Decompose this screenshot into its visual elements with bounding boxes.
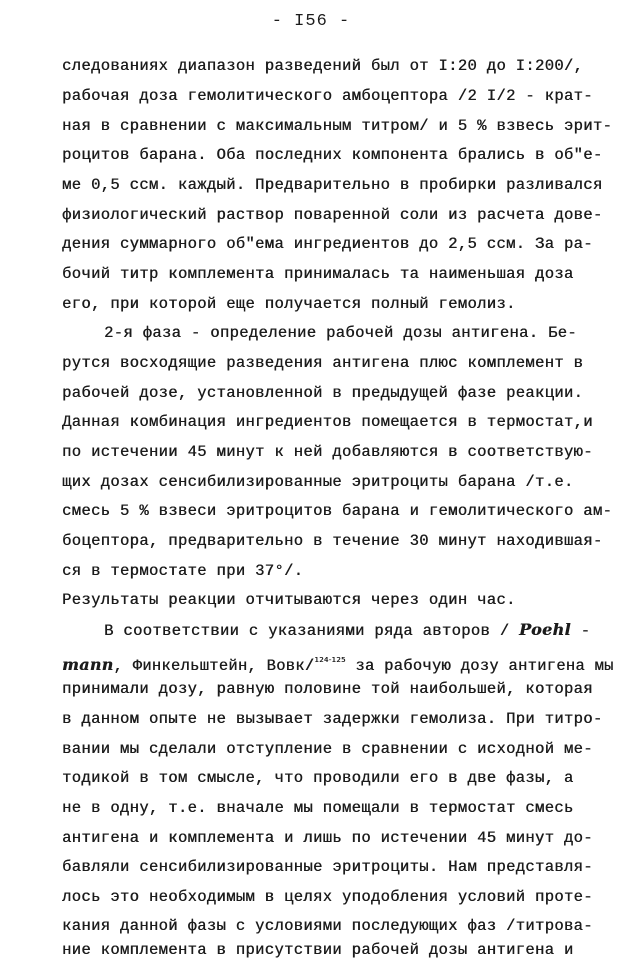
text-fragment: за рабочую дозу антигена мы — [355, 657, 614, 675]
text-line — [62, 650, 614, 676]
text-line: ся в термостате при 37°/. — [62, 562, 304, 580]
text-line: рабочая доза гемолитического амбоцептора /2 I/2 - крат- — [62, 87, 593, 105]
text-line: тодикой в том смысле, что проводили его в две фазы, а — [62, 769, 574, 787]
handwritten-author-name: Poehl — [519, 620, 571, 639]
text-line: по истечении 45 минут к ней добавляются в соответствую- — [62, 443, 593, 461]
text-line: Результаты реакции отчитываются через один час. — [62, 591, 516, 609]
text-line: бавляли сенсибилизированные эритроциты. Нам представля- — [62, 858, 593, 876]
text-line: боцептора, предварительно в течение 30 минут находившая- — [62, 532, 603, 550]
text-line: физиологический раствор поваренной соли из расчета дове- — [62, 206, 603, 224]
text-fragment: В соответствии с указаниями ряда авторов / — [104, 622, 510, 640]
text-line: рабочей дозе, установленной в предыдущей фазе реакции. — [62, 384, 584, 402]
text-line: кания данной фазы с условиями последующих фаз /титрова- — [62, 917, 593, 935]
handwritten-reference-number: 124-125 — [314, 656, 346, 664]
text-line: Данная комбинация ингредиентов помещается в термостат,и — [62, 413, 593, 431]
text-fragment: - — [580, 622, 591, 640]
text-line: 2-я фаза - определение рабочей дозы антигена. Бе- — [104, 324, 577, 342]
text-line: вании мы сделали отступление в сравнении с исходной ме- — [62, 740, 593, 758]
text-line: рутся восходящие разведения антигена плюс комплемент в — [62, 354, 584, 372]
text-line: ние комплемента в присутствии рабочей дозы антигена и — [62, 941, 574, 959]
text-line: лось это необходимым в целях уподобления условий проте- — [62, 888, 593, 906]
text-line: не в одну, т.е. вначале мы помещали в термостат смесь — [62, 799, 574, 817]
text-line: ме 0,5 ссм. каждый. Предварительно в пробирки разливался — [62, 176, 603, 194]
text-line: роцитов барана. Оба последних компонента брались в об"е- — [62, 146, 603, 164]
text-line: его, при которой еще получается полный гемолиз. — [62, 295, 516, 313]
handwritten-author-name: mann — [62, 655, 114, 674]
text-line: антигена и комплемента и лишь по истечении 45 минут до- — [62, 829, 593, 847]
text-line: ная в сравнении с максимальным титром/ и 5 % взвесь эрит- — [62, 117, 613, 135]
text-line — [104, 620, 590, 641]
text-line: в данном опыте не вызывает задержки гемолиза. При титро- — [62, 710, 603, 728]
text-line: дения суммарного об"ема ингредиентов до 2,5 ссм. За ра- — [62, 235, 593, 253]
text-line: щих дозах сенсибилизированные эритроциты барана /т.е. — [62, 473, 574, 491]
text-line: следованиях диапазон разведений был от I:20 до I:200/, — [62, 57, 584, 75]
page-number: - I56 - — [271, 12, 351, 31]
text-line: принимали дозу, равную половине той наибольшей, которая — [62, 680, 593, 698]
text-line: бочий титр комплемента принималась та наименьшая доза — [62, 265, 574, 283]
text-fragment: , Финкельштейн, Вовк/ — [113, 657, 315, 675]
text-line: смесь 5 % взвеси эритроцитов барана и гемолитического ам- — [62, 502, 613, 520]
